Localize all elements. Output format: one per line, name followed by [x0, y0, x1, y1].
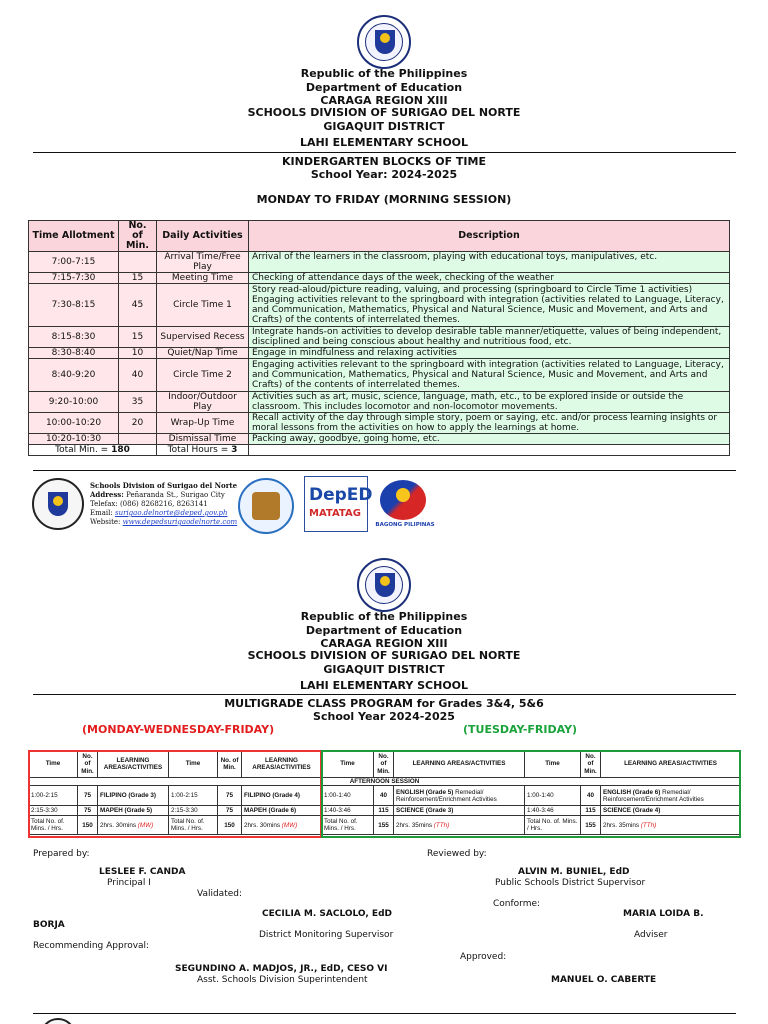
row-activity: Meeting Time	[157, 273, 249, 284]
mg-total-label: Total No. of. Mins. / Hrs.	[169, 816, 218, 835]
header-division: SCHOOLS DIVISION OF SURIGAO DEL NORTE	[247, 106, 521, 119]
mg-col-areas: LEARNING AREAS/ACTIVITIES	[394, 751, 525, 778]
mg-min: 75	[218, 786, 242, 806]
row-time: 7:15-7:30	[29, 273, 119, 284]
approver-name: MANUEL O. CABERTE	[551, 975, 657, 985]
conforme-name-continued: BORJA	[33, 920, 65, 930]
mg-col-min: No. of Min.	[78, 751, 98, 778]
mg-total-hrs-text: 2hrs. 35mins	[396, 821, 434, 829]
preparer-title: Principal I	[107, 878, 151, 888]
row-time: 8:15-8:30	[29, 327, 119, 348]
website-link[interactable]: www.depedsurigaodelnorte.com	[122, 518, 238, 526]
mg-total-min: 155	[581, 816, 601, 835]
mg-total-days: (TTh)	[640, 821, 657, 829]
mg-col-time: Time	[322, 751, 374, 778]
mg-col-time: Time	[169, 751, 218, 778]
kinder-session: MONDAY TO FRIDAY (MORNING SESSION)	[256, 193, 512, 206]
mg-total-hrs-text: 2hrs. 30mins	[100, 821, 138, 829]
table-row	[29, 284, 730, 327]
page-header-2	[0, 610, 768, 693]
division-seal-logo	[32, 478, 84, 530]
recommender-name: SEGUNDINO A. MADJOS, JR., EdD, CESO VI	[175, 964, 388, 974]
approved-label: Approved:	[460, 952, 507, 962]
row-description: Activities such as art, music, science, language, math, etc., to be explored inside or outside the classroom. This includes locomotor and non-locomotor movements.	[249, 392, 730, 413]
header-divider	[33, 152, 736, 153]
division-seal-logo-2	[40, 1018, 76, 1024]
row-time: 10:20-10:30	[29, 434, 119, 445]
kinder-title-block	[0, 155, 768, 206]
table-row	[29, 252, 730, 273]
row-activity: Dismissal Time	[157, 434, 249, 445]
row-time: 9:20-10:00	[29, 392, 119, 413]
row-minutes: 15	[119, 327, 157, 348]
mg-time: 1:00-2:15	[169, 786, 218, 806]
recommending-label: Recommending Approval:	[33, 941, 150, 951]
mg-time: 2:15-3:30	[169, 806, 218, 816]
school-logo	[238, 478, 294, 534]
row-minutes	[119, 434, 157, 445]
total-hours	[157, 445, 249, 456]
mg-total-min: 150	[78, 816, 98, 835]
row-time: 7:00-7:15	[29, 252, 119, 273]
table-row	[29, 786, 741, 806]
website-label: Website:	[90, 518, 121, 526]
row-activity: Quiet/Nap Time	[157, 348, 249, 359]
row-activity: Indoor/Outdoor Play	[157, 392, 249, 413]
mg-area: FILIPINO (Grade 3)	[98, 786, 169, 806]
mg-area-subject: ENGLISH (Grade 6)	[603, 788, 661, 796]
row-time: 7:30-8:15	[29, 284, 119, 327]
mg-total-days: (TTh)	[433, 821, 450, 829]
header-region: CARAGA REGION XIII	[320, 637, 448, 650]
deped-text: DepED	[309, 485, 373, 505]
row-minutes: 35	[119, 392, 157, 413]
address-label: Address:	[90, 490, 124, 499]
row-activity: Arrival Time/Free Play	[157, 252, 249, 273]
row-time: 8:40-9:20	[29, 359, 119, 392]
multigrade-title-block	[0, 697, 768, 723]
header-district: GIGAQUIT DISTRICT	[323, 120, 445, 133]
mg-total-label: Total No. of. Mins. / Hrs.	[322, 816, 374, 835]
header-department: Department of Education	[305, 81, 463, 94]
mg-total-min: 150	[218, 816, 242, 835]
mg-min: 75	[78, 786, 98, 806]
mg-col-time: Time	[525, 751, 581, 778]
division-email	[90, 509, 237, 518]
mg-min: 115	[374, 806, 394, 816]
recommender-title: Asst. Schools Division Superintendent	[197, 975, 368, 985]
mg-total-min: 155	[374, 816, 394, 835]
col-description: Description	[249, 221, 730, 252]
mg-time: 1:00-2:15	[29, 786, 78, 806]
mg-min: 75	[78, 806, 98, 816]
mg-area-note: Remedial/ Reinforcement/Enrichment Activities	[396, 788, 497, 803]
reviewer-name: ALVIN M. BUNIEL, EdD	[518, 867, 630, 877]
header-school: LAHI ELEMENTARY SCHOOL	[299, 679, 469, 692]
table-row	[29, 327, 730, 348]
reviewer-title: Public Schools District Supervisor	[495, 878, 646, 888]
mg-total-hrs	[242, 816, 322, 835]
header-department: Department of Education	[305, 624, 463, 637]
row-description: Recall activity of the day through simple story, poem or saying, etc. and/or process learning insights or moral lessons from the activities on how to apply the learnings at home.	[249, 413, 730, 434]
row-time: 10:00-10:20	[29, 413, 119, 434]
header-district: GIGAQUIT DISTRICT	[323, 663, 445, 676]
mg-col-areas: LEARNING AREAS/ACTIVITIES	[601, 751, 741, 778]
prepared-by-label: Prepared by:	[33, 849, 90, 859]
table-row	[29, 348, 730, 359]
kinder-title: KINDERGARTEN BLOCKS OF TIME	[282, 155, 486, 168]
mg-col-min: No. of Min.	[374, 751, 394, 778]
reviewed-by-label: Reviewed by:	[427, 849, 487, 859]
row-description: Integrate hands-on activities to develop desirable table manner/etiquette, values of being independent, disciplined and being conscious about healthy and nutritious food, etc.	[249, 327, 730, 348]
row-activity: Circle Time 1	[157, 284, 249, 327]
bagong-pilipinas-logo	[374, 476, 436, 532]
afternoon-session-label: AFTERNOON SESSION	[29, 778, 741, 786]
deped-matatag-logo	[304, 476, 373, 532]
row-minutes	[119, 252, 157, 273]
mg-area	[601, 786, 741, 806]
row-description: Arrival of the learners in the classroom, playing with educational toys, manipulatives, etc.	[249, 252, 730, 273]
conforme-label: Conforme:	[493, 899, 541, 909]
total-blank	[249, 445, 730, 456]
page2-footer-divider	[33, 1013, 736, 1014]
row-activity: Wrap-Up Time	[157, 413, 249, 434]
mg-total-hrs-text: 2hrs. 35mins	[603, 821, 641, 829]
kinder-school-year: School Year: 2024-2025	[310, 168, 458, 181]
mg-total-hrs	[601, 816, 741, 835]
table-row	[29, 392, 730, 413]
tth-label: (TUESDAY-FRIDAY)	[463, 723, 578, 736]
mwf-label: (MONDAY-WEDNESDAY-FRIDAY)	[82, 723, 275, 736]
mg-time: 1:40-3:46	[525, 806, 581, 816]
table-row	[29, 434, 730, 445]
mg-time: 1:00-1:40	[525, 786, 581, 806]
total-min-label: Total Min. =	[55, 445, 112, 455]
mg-total-days: (MW)	[281, 821, 298, 829]
row-description: Engage in mindfulness and relaxing activities	[249, 348, 730, 359]
mg-total-label: Total No. of. Mins. / Hrs.	[525, 816, 581, 835]
multigrade-table	[28, 750, 741, 835]
total-min-value: 180	[111, 445, 130, 455]
table-total-row	[29, 445, 730, 456]
division-name: Schools Division of Surigao del Norte	[90, 481, 238, 490]
row-minutes: 20	[119, 413, 157, 434]
kinder-blocks-table	[28, 220, 730, 456]
address-value: Peñaranda St., Surigao City	[126, 491, 225, 499]
footer-divider	[33, 470, 736, 471]
conforme-name: MARIA LOIDA B.	[623, 909, 704, 919]
table-total-row	[29, 816, 741, 835]
table-row	[29, 273, 730, 284]
page-header	[0, 67, 768, 150]
division-website	[90, 518, 237, 527]
row-description: Packing away, goodbye, going home, etc.	[249, 434, 730, 445]
header-division: SCHOOLS DIVISION OF SURIGAO DEL NORTE	[247, 649, 521, 662]
division-address-block	[90, 481, 237, 527]
validated-label: Validated:	[197, 889, 243, 899]
header-region: CARAGA REGION XIII	[320, 94, 448, 107]
mg-area: MAPEH (Grade 5)	[98, 806, 169, 816]
mg-time: 1:40-3:46	[322, 806, 374, 816]
division-telefax: Telefax: (086) 8268216, 8263141	[90, 500, 208, 508]
mg-area: FILIPINO (Grade 4)	[242, 786, 322, 806]
mg-header-row	[29, 751, 741, 778]
mg-min: 115	[581, 806, 601, 816]
row-minutes: 10	[119, 348, 157, 359]
division-address	[90, 490, 237, 500]
table-row	[29, 806, 741, 816]
validator-title: District Monitoring Supervisor	[259, 930, 394, 940]
header-republic: Republic of the Philippines	[300, 610, 468, 623]
multigrade-title: MULTIGRADE CLASS PROGRAM for Grades 3&4, 5&6	[224, 697, 544, 710]
table-row	[29, 413, 730, 434]
conforme-title: Adviser	[634, 930, 668, 940]
mg-area: MAPEH (Grade 6)	[242, 806, 322, 816]
mg-min: 40	[374, 786, 394, 806]
mg-time: 1:00-1:40	[322, 786, 374, 806]
col-time-allotment: Time Allotment	[29, 221, 119, 252]
validator-name: CECILIA M. SACLOLO, EdD	[262, 909, 392, 919]
mg-total-hrs	[394, 816, 525, 835]
bagong-pilipinas-text: BAGONG PILIPINAS	[375, 522, 435, 528]
mg-total-hrs-text: 2hrs. 30mins	[244, 821, 282, 829]
mg-total-label: Total No. of. Mins. / Hrs.	[29, 816, 78, 835]
mg-col-time: Time	[29, 751, 78, 778]
mg-col-min: No. of Min.	[581, 751, 601, 778]
row-description: Checking of attendance days of the week, checking of the weather	[249, 273, 730, 284]
preparer-name: LESLEE F. CANDA	[99, 867, 186, 877]
mg-area	[394, 786, 525, 806]
row-minutes: 45	[119, 284, 157, 327]
mg-col-areas: LEARNING AREAS/ACTIVITIES	[98, 751, 169, 778]
mg-area-subject: ENGLISH (Grade 5)	[396, 788, 454, 796]
header-divider-2	[33, 694, 736, 695]
mg-total-days: (MW)	[137, 821, 154, 829]
email-link[interactable]: surigao.delnorte@deped.gov.ph	[115, 509, 228, 517]
row-minutes: 15	[119, 273, 157, 284]
mg-col-min: No. of Min.	[218, 751, 242, 778]
total-hours-value: 3	[231, 445, 238, 455]
mg-time: 2:15-3:30	[29, 806, 78, 816]
mg-total-hrs	[98, 816, 169, 835]
table-header-row	[29, 221, 730, 252]
mg-area: SCIENCE (Grade 3)	[394, 806, 525, 816]
row-description: Story read-aloud/picture reading, valuing, and processing (springboard to Circle Time 1 activities) Engaging activities relevant to the springboard with integration (activities related to Language, Literacy, and Communication, Mathematics, Physical and Natural Science, Music and Movement, and Arts and Crafts) of the contents of interrelated themes.	[249, 284, 730, 327]
deped-seal-logo-2	[357, 558, 411, 612]
mg-session-row	[29, 778, 741, 786]
header-republic: Republic of the Philippines	[300, 67, 468, 80]
mg-col-areas: LEARNING AREAS/ACTIVITIES	[242, 751, 322, 778]
total-hours-label: Total Hours =	[167, 445, 232, 455]
row-time: 8:30-8:40	[29, 348, 119, 359]
mg-area-note: Remedial/ Reinforcement/Enrichment Activities	[603, 788, 704, 803]
mg-min: 75	[218, 806, 242, 816]
table-row	[29, 359, 730, 392]
deped-seal-logo	[357, 15, 411, 69]
multigrade-school-year: School Year 2024-2025	[313, 710, 455, 723]
email-label: Email:	[90, 509, 113, 517]
row-activity: Supervised Recess	[157, 327, 249, 348]
matatag-text: MATATAG	[309, 508, 361, 519]
header-school: LAHI ELEMENTARY SCHOOL	[299, 136, 469, 149]
mg-min: 40	[581, 786, 601, 806]
row-activity: Circle Time 2	[157, 359, 249, 392]
row-description: Engaging activities relevant to the springboard with integration (activities related to Language, Literacy, and Communication, Mathematics, Physical and Natural Science, Music and Movement, and Arts and Crafts) of the contents of interrelated themes.	[249, 359, 730, 392]
row-minutes: 40	[119, 359, 157, 392]
mg-area: SCIENCE (Grade 4)	[601, 806, 741, 816]
col-daily-activities: Daily Activities	[157, 221, 249, 252]
total-minutes	[29, 445, 157, 456]
col-minutes: No. of Min.	[119, 221, 157, 252]
